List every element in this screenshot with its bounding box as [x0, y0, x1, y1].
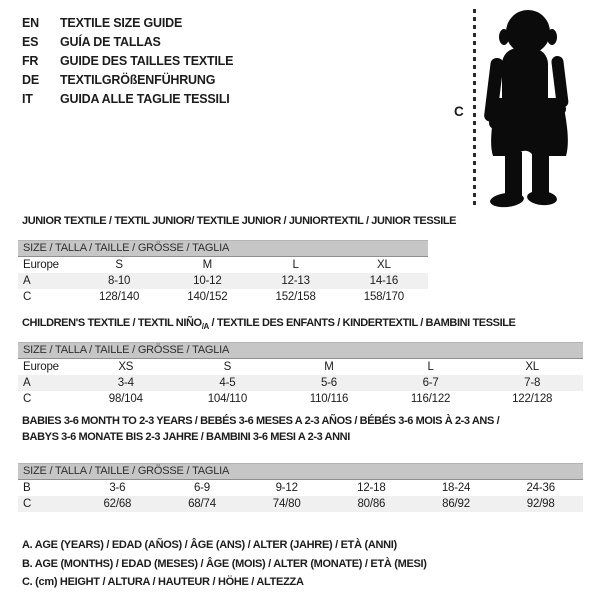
language-label: GUIDA ALLE TAGLIE TESSILI	[60, 91, 230, 106]
size-header-bar: SIZE / TALLA / TAILLE / GRÖSSE / TAGLIA	[18, 342, 583, 359]
title-subscript: /A	[201, 321, 209, 331]
language-row	[22, 70, 233, 89]
value-cell: 158/170	[363, 291, 404, 303]
size-cell: XL	[525, 361, 539, 373]
value-cell: 122/128	[512, 393, 553, 405]
value-cell: 7-8	[524, 377, 541, 389]
table-row	[18, 257, 428, 273]
babies-size-table	[18, 463, 583, 512]
title-line: BABYS 3-6 MONATE BIS 2-3 JAHRE / BAMBINI 3-6 MESI A 2-3 ANNI	[22, 430, 350, 443]
value-cell: 3-6	[109, 482, 126, 494]
title-text: / TEXTILE DES ENFANTS / KINDERTEXTIL / BAMBINI TESSILE	[208, 317, 516, 329]
table-row	[18, 480, 583, 496]
value-cell: 4-5	[219, 377, 236, 389]
value-cell: 6-9	[193, 482, 211, 494]
value-cell: 80/86	[357, 498, 386, 510]
row-label: Europe	[23, 361, 59, 373]
value-cell: 62/68	[103, 498, 132, 510]
language-row	[22, 13, 233, 32]
row-label: B	[23, 482, 31, 494]
legend-line-b: B. AGE (MONTHS) / EDAD (MESES) / ÂGE (MOIS) / ALTER (MONATE) / ETÀ (MESI)	[22, 557, 427, 570]
value-cell: 68/74	[188, 498, 216, 510]
value-cell: 24-36	[526, 482, 555, 494]
babies-section-title	[22, 414, 499, 445]
size-cell: M	[202, 259, 213, 271]
language-label: TEXTILE SIZE GUIDE	[60, 15, 183, 30]
children-section-title	[22, 317, 516, 329]
junior-section-title: JUNIOR TEXTILE / TEXTIL JUNIOR/ TEXTILE JUNIOR / JUNIORTEXTIL / JUNIOR TESSILE	[22, 215, 457, 227]
language-list	[22, 13, 233, 108]
table-row	[18, 273, 428, 289]
legend-line-c: C. (cm) HEIGHT / ALTURA / HAUTEUR / HÖHE / ALTEZZA	[22, 576, 304, 589]
value-cell: 128/140	[99, 291, 140, 303]
value-cell: 104/110	[207, 393, 248, 405]
size-cell: XS	[118, 361, 134, 373]
table-row	[18, 359, 583, 375]
row-label: C	[23, 498, 32, 510]
table-row	[18, 375, 583, 391]
size-cell: L	[292, 259, 299, 271]
children-size-table	[18, 342, 583, 407]
baby-silhouette-icon	[479, 6, 591, 212]
size-header-bar: SIZE / TALLA / TAILLE / GRÖSSE / TAGLIA	[18, 463, 583, 480]
size-cell: S	[223, 361, 232, 373]
language-row	[22, 89, 233, 108]
value-cell: 74/80	[272, 498, 301, 510]
title-text: CHILDREN'S TEXTILE / TEXTIL NIÑO	[22, 317, 202, 329]
value-cell: 9-12	[275, 482, 298, 494]
language-row	[22, 32, 233, 51]
value-cell: 12-18	[357, 482, 386, 494]
size-cell: M	[324, 361, 334, 373]
language-code: DE	[22, 72, 39, 87]
language-row	[22, 51, 233, 70]
value-cell: 92/98	[526, 498, 555, 510]
value-cell: 110/116	[309, 393, 349, 405]
size-cell: L	[427, 361, 434, 373]
size-header-bar: SIZE / TALLA / TAILLE / GRÖSSE / TAGLIA	[18, 240, 428, 257]
value-cell: 5-6	[320, 377, 337, 389]
language-code: IT	[22, 91, 33, 106]
table-row	[18, 496, 583, 512]
value-cell: 116/122	[410, 393, 451, 405]
size-cell: XL	[377, 259, 391, 271]
language-code: FR	[22, 53, 39, 68]
value-cell: 3-4	[117, 377, 134, 389]
value-cell: 18-24	[441, 482, 471, 494]
value-cell: 10-12	[193, 275, 222, 287]
height-measure-label: C	[454, 104, 464, 119]
language-label: TEXTILGRÖßENFÜHRUNG	[60, 72, 216, 87]
value-cell: 140/152	[187, 291, 228, 303]
table-row	[18, 391, 583, 407]
row-label: C	[23, 393, 32, 405]
language-code: EN	[22, 15, 39, 30]
language-code: ES	[22, 34, 39, 49]
legend-line-a: A. AGE (YEARS) / EDAD (AÑOS) / ÂGE (ANS) / ALTER (JAHRE) / ETÀ (ANNI)	[22, 539, 397, 551]
value-cell: 152/158	[275, 291, 316, 303]
legend	[22, 536, 427, 592]
row-label: C	[23, 291, 32, 303]
row-label: A	[23, 377, 31, 389]
row-label: A	[23, 275, 31, 287]
value-cell: 98/104	[108, 393, 143, 405]
junior-size-table	[18, 240, 428, 305]
language-label: GUIDE DES TAILLES TEXTILE	[60, 53, 234, 68]
value-cell: 86/92	[442, 498, 470, 510]
table-row	[18, 289, 428, 305]
value-cell: 8-10	[108, 275, 131, 287]
value-cell: 12-13	[281, 275, 310, 287]
language-label: GUÍA DE TALLAS	[60, 34, 161, 49]
height-measure-dashed-line	[473, 9, 476, 207]
value-cell: 6-7	[422, 377, 439, 389]
size-cell: S	[115, 259, 123, 271]
value-cell: 14-16	[369, 275, 399, 287]
title-line: BABIES 3-6 MONTH TO 2-3 YEARS / BEBÉS 3-6 MESES A 2-3 AÑOS / BÉBÉS 3-6 MOIS À 2-3 ANS /	[22, 415, 500, 427]
row-label: Europe	[23, 259, 59, 271]
